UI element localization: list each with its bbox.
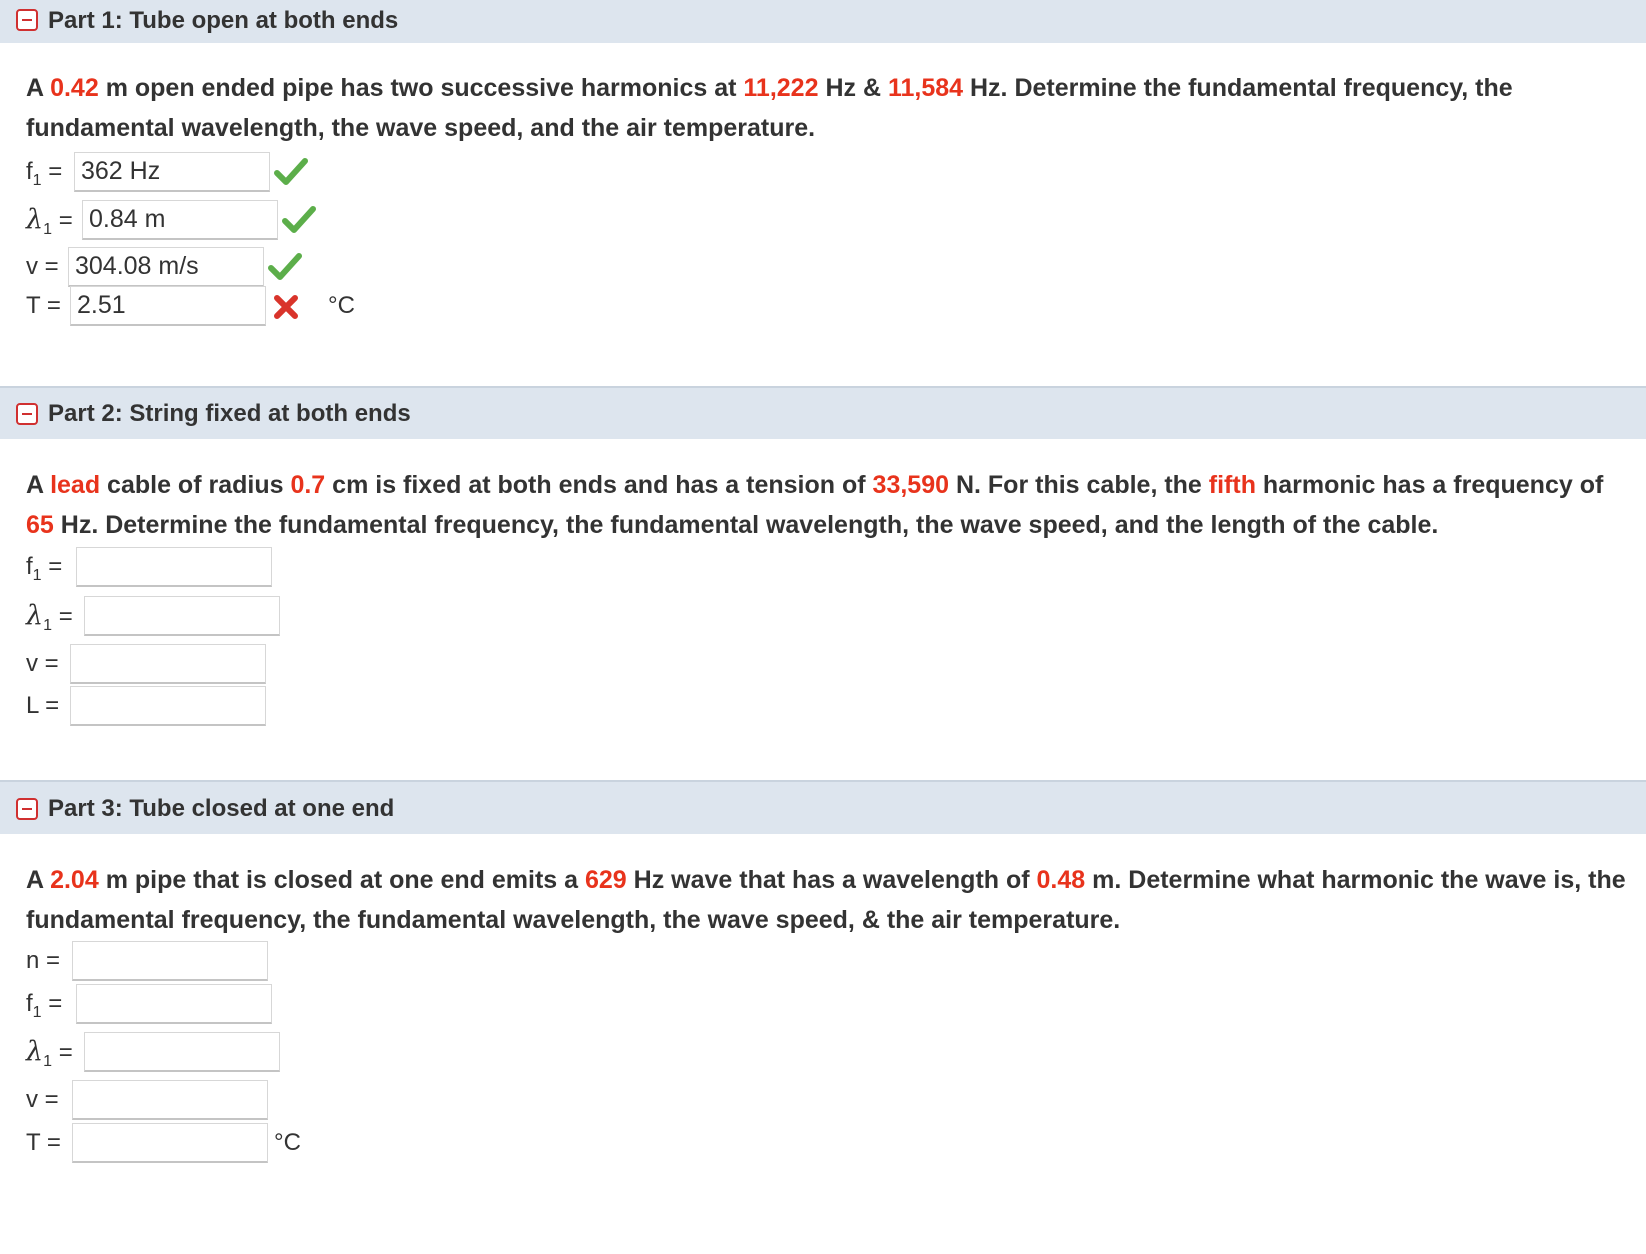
T-label: T =	[26, 1129, 61, 1156]
checkmark-icon	[282, 204, 316, 234]
part3-title: Part 3: Tube closed at one end	[48, 795, 395, 822]
v-label: v =	[26, 253, 59, 280]
v-input[interactable]	[70, 644, 266, 684]
n-label: n =	[26, 947, 61, 974]
part2-header[interactable]	[0, 386, 1646, 439]
v-input[interactable]	[68, 247, 264, 287]
lambda1-input[interactable]	[84, 596, 280, 636]
lambda1-input[interactable]	[84, 1032, 280, 1072]
x-mark-icon	[272, 293, 300, 321]
T-input[interactable]	[70, 286, 266, 326]
f1-input[interactable]	[76, 547, 272, 587]
lambda1-label: $\lambda_1$ =	[26, 204, 73, 238]
f1-input[interactable]	[74, 152, 270, 192]
part1-header[interactable]	[0, 0, 1646, 43]
T-unit: °C	[274, 1129, 301, 1156]
n-input[interactable]	[72, 941, 268, 981]
v-label: v =	[26, 650, 59, 677]
L-label: L =	[26, 692, 60, 719]
T-input[interactable]	[72, 1123, 268, 1163]
L-input[interactable]	[70, 686, 266, 726]
lambda1-label: $\lambda_1$ =	[26, 1036, 73, 1070]
T-unit: °C	[328, 292, 355, 319]
T-label: T =	[26, 292, 61, 319]
checkmark-icon	[274, 156, 308, 186]
v-input[interactable]	[72, 1080, 268, 1120]
part3-header[interactable]	[0, 780, 1646, 834]
f1-label: $f_1$ =	[26, 990, 63, 1021]
part3-problem: A 2.04 m pipe that is closed at one end emits a 629 Hz wave that has a wavelength of 0.48 m. Determine what harmonic the wave is, the fundamental frequency, the fundamental wavelength, the wave speed, & the air temperature.	[26, 866, 1626, 934]
checkmark-icon	[268, 251, 302, 281]
part2-title: Part 2: String fixed at both ends	[48, 400, 411, 427]
part1-problem: A 0.42 m open ended pipe has two successive harmonics at 11,222 Hz & 11,584 Hz. Determine the fundamental frequency, the fundamental wavelength, the wave speed, and the air temperature.	[26, 74, 1513, 142]
lambda1-input[interactable]	[82, 200, 278, 240]
f1-label: $f_1$ =	[26, 553, 63, 584]
v-label: v =	[26, 1086, 59, 1113]
f1-label: $f_1$ =	[26, 158, 63, 189]
lambda1-label: $\lambda_1$ =	[26, 600, 73, 634]
collapse-icon[interactable]	[16, 798, 38, 820]
f1-input[interactable]	[76, 984, 272, 1024]
part1-title: Part 1: Tube open at both ends	[48, 7, 399, 34]
collapse-icon[interactable]	[16, 403, 38, 425]
collapse-icon[interactable]	[16, 9, 38, 31]
part2-problem: A lead cable of radius 0.7 cm is fixed at both ends and has a tension of 33,590 N. For this cable, the fifth harmonic has a frequency of 65 Hz. Determine the fundamental frequency, the fundamental wavelength, the wave speed, and the length of the cable.	[26, 471, 1604, 539]
